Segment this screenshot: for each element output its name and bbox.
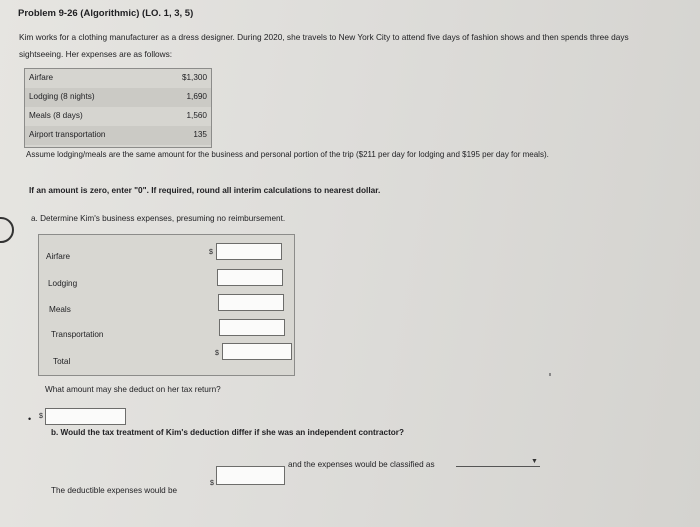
row-label-transportation: Transportation	[51, 330, 104, 339]
airfare-input[interactable]	[216, 243, 282, 260]
row-label-total: Total	[53, 357, 71, 366]
expense-label: Airport transportation	[29, 130, 106, 139]
problem-intro: Kim works for a clothing manufacturer as a dress designer. During 2020, she travels to New York City to attend five days of fashion shows and then spends three days sightseeing. Her expenses are as follows:	[19, 32, 629, 59]
problem-title: Problem 9-26 (Algorithmic) (LO. 1, 3, 5)	[18, 8, 194, 19]
part-a-question: a. Determine Kim's business expenses, presuming no reimbursement.	[31, 214, 286, 223]
transportation-input[interactable]	[219, 319, 285, 336]
part-b-question: b. Would the tax treatment of Kim's deduction differ if she was an independent contractor?	[51, 428, 404, 437]
screen-speck	[549, 373, 551, 376]
deduct-amount-input[interactable]	[45, 408, 126, 425]
expense-row-lodging	[25, 88, 211, 107]
currency-sign: $	[209, 249, 213, 256]
expense-value: 1,560	[186, 111, 207, 120]
row-label-meals: Meals	[49, 305, 71, 314]
expenses-table	[24, 68, 212, 148]
instruction-text: If an amount is zero, enter "0". If required, round all interim calculations to nearest dollar.	[29, 185, 381, 195]
row-label-lodging: Lodging	[48, 279, 78, 288]
expense-value: 1,690	[186, 92, 207, 101]
deductible-amount-input[interactable]	[216, 466, 285, 485]
lodging-input[interactable]	[217, 269, 283, 286]
classification-select[interactable]	[456, 466, 540, 467]
deductible-text: The deductible expenses would be	[51, 486, 178, 495]
expense-label: Airfare	[29, 73, 54, 82]
expense-row-transportation	[25, 126, 211, 145]
expense-label: Lodging (8 nights)	[29, 92, 95, 101]
deduct-question: What amount may she deduct on her tax return?	[45, 385, 221, 394]
meals-input[interactable]	[218, 294, 284, 311]
currency-sign: $	[39, 413, 43, 420]
assumption-text: Assume lodging/meals are the same amount for the business and personal portion of the trip ($211 per day for lodging and $195 per day for meals).	[26, 150, 549, 159]
expense-value: 135	[193, 130, 207, 139]
expense-row-airfare	[25, 69, 211, 88]
expense-value: $1,300	[181, 73, 207, 82]
total-input[interactable]	[222, 343, 292, 360]
row-label-airfare: Airfare	[46, 252, 71, 261]
business-expenses-table	[38, 234, 295, 376]
circle-partial-icon[interactable]	[0, 217, 14, 243]
expense-label: Meals (8 days)	[29, 111, 83, 120]
currency-sign: $	[210, 480, 214, 487]
currency-sign: $	[215, 350, 219, 357]
bullet-marker: •	[28, 414, 32, 424]
expense-row-meals	[25, 107, 211, 126]
classified-text: and the expenses would be classified as	[288, 460, 435, 469]
dropdown-caret-icon[interactable]: ▼	[531, 458, 538, 465]
